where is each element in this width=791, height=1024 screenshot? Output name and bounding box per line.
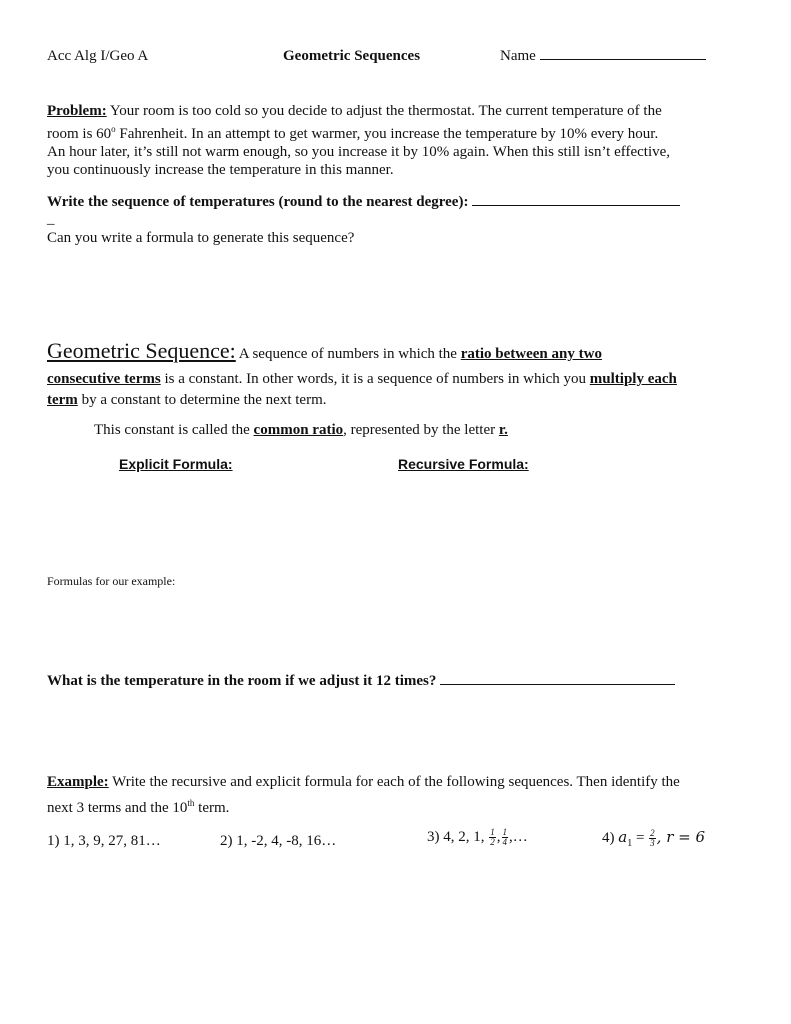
adjust-question-text: What is the temperature in the room if we adjust it 12 times? bbox=[47, 673, 441, 689]
explicit-formula-label: Explicit Formula: bbox=[119, 456, 233, 472]
problem-3-post: ,… bbox=[509, 829, 528, 845]
problem-label: Problem: bbox=[47, 103, 107, 119]
problem-3-f1-den: 2 bbox=[490, 837, 495, 848]
adjust-answer-blank[interactable] bbox=[440, 672, 675, 685]
example-formulas-label: Formulas for our example: bbox=[47, 574, 176, 588]
example-line-2-pre: next 3 terms and the 10 bbox=[47, 800, 188, 816]
example-block bbox=[47, 773, 757, 817]
definition-bold-1: ratio between any two bbox=[460, 346, 602, 362]
common-ratio-text-2: , represented by the letter bbox=[343, 422, 499, 438]
problem-3-f1-num: 1 bbox=[490, 827, 495, 838]
definition-bold-3: multiply each bbox=[589, 371, 677, 387]
problem-4-a: a bbox=[618, 828, 628, 846]
problem-3-fraction-2 bbox=[502, 828, 509, 847]
problem-4-sub: 1 bbox=[627, 838, 633, 849]
recursive-formula-label: Recursive Formula: bbox=[398, 456, 529, 472]
problem-line-2b: Fahrenheit. In an attempt to get warmer, you increase the temperature by 10% every hour. bbox=[115, 126, 659, 142]
common-ratio-sentence bbox=[94, 421, 508, 439]
problem-3-f2-den: 4 bbox=[502, 837, 507, 848]
write-sequence-text: Write the sequence of temperatures (round to the nearest degree): bbox=[47, 194, 473, 210]
example-line-2-sup: th bbox=[187, 798, 195, 808]
problem-line-1: Your room is too cold so you decide to adjust the thermostat. The current temperature of the bbox=[106, 103, 662, 119]
common-ratio-term: common ratio bbox=[253, 422, 344, 438]
problem-4-f-num: 2 bbox=[650, 828, 655, 839]
name-field[interactable] bbox=[500, 47, 706, 65]
definition-text-1: A sequence of numbers in which the bbox=[235, 346, 461, 362]
degree-sup: o bbox=[111, 124, 116, 134]
problem-1: 1) 1, 3, 9, 27, 81… bbox=[47, 833, 161, 849]
problem-3-fraction-1 bbox=[489, 828, 496, 847]
definition-heading: Geometric Sequence: bbox=[47, 338, 236, 363]
definition-text-3: by a constant to determine the next term. bbox=[77, 392, 327, 408]
example-text: Write the recursive and explicit formula for each of the following sequences. Then identify the bbox=[108, 774, 680, 790]
problem-4-f-den: 3 bbox=[650, 838, 655, 849]
definition-bold-4: term bbox=[47, 392, 78, 408]
problem-3-f2-num: 1 bbox=[502, 827, 507, 838]
problem-4 bbox=[602, 828, 705, 853]
problem-4-eq: = bbox=[632, 830, 649, 846]
problem-3-sep: , bbox=[496, 829, 501, 845]
problem-paragraph bbox=[47, 102, 757, 179]
adjust-question bbox=[47, 672, 675, 690]
name-blank[interactable] bbox=[540, 47, 706, 60]
problem-line-3: An hour later, it’s still not warm enough, so you increase it by 10% again. When this still isn’t effective, bbox=[47, 144, 671, 160]
name-label: Name bbox=[500, 48, 540, 64]
sequence-dash: _ bbox=[47, 211, 55, 227]
common-ratio-text-1: This constant is called the bbox=[94, 422, 254, 438]
problem-4-pre: 4) bbox=[602, 830, 619, 846]
definition-bold-2: consecutive terms bbox=[47, 371, 161, 387]
problem-4-fraction bbox=[649, 829, 656, 848]
problem-4-post: , r = 6 bbox=[656, 828, 706, 846]
definition-text-2: is a constant. In other words, it is a sequence of numbers in which you bbox=[160, 371, 590, 387]
worksheet-title: Geometric Sequences bbox=[283, 48, 421, 64]
formula-question: Can you write a formula to generate this sequence? bbox=[47, 230, 355, 246]
problem-2: 2) 1, -2, 4, -8, 16… bbox=[220, 833, 337, 849]
sequence-answer-blank[interactable] bbox=[472, 193, 680, 206]
course-label: Acc Alg I/Geo A bbox=[47, 48, 149, 64]
problem-line-2a: room is 60 bbox=[47, 126, 112, 142]
problem-3 bbox=[427, 828, 528, 847]
example-label: Example: bbox=[47, 774, 109, 790]
common-ratio-letter: r. bbox=[498, 422, 508, 438]
example-line-2-post: term. bbox=[194, 800, 230, 816]
problem-3-pre: 3) 4, 2, 1, bbox=[427, 829, 489, 845]
definition-block bbox=[47, 338, 757, 409]
problem-line-4: you continuously increase the temperature in this manner. bbox=[47, 162, 394, 178]
write-sequence-prompt bbox=[47, 193, 680, 211]
